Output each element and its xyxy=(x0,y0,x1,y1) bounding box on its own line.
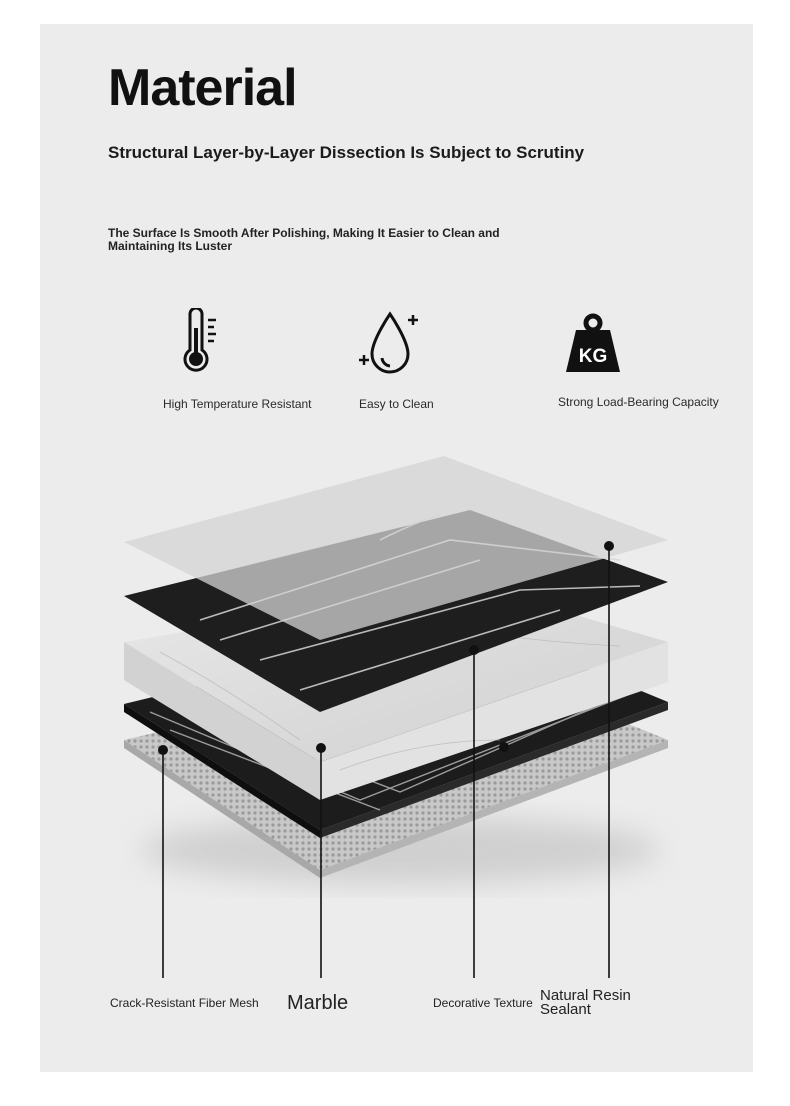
feature-label-clean: Easy to Clean xyxy=(359,397,434,411)
kg-text: KG xyxy=(578,346,608,367)
callout-dot-mesh xyxy=(158,745,168,755)
label-resin-sealant xyxy=(540,989,631,1017)
callout-dot-sealant xyxy=(604,541,614,551)
label-resin-sealant-line2: Sealant xyxy=(540,1001,591,1018)
label-marble: Marble xyxy=(287,992,349,1014)
callout-dot-texture-lower xyxy=(499,742,509,752)
feature-label-load: Strong Load-Bearing Capacity xyxy=(558,395,719,409)
callout-dot-texture xyxy=(469,645,479,655)
label-fiber-mesh: Crack-Resistant Fiber Mesh xyxy=(110,996,259,1010)
label-resin-sealant-line1: Natural Resin xyxy=(540,987,631,1004)
surface-description: The Surface Is Smooth After Polishing, Making It Easier to Clean and Maintaining Its Luster xyxy=(108,226,500,253)
callout-dot-marble xyxy=(316,743,326,753)
page-subtitle: Structural Layer-by-Layer Dissection Is Subject to Scrutiny xyxy=(108,143,585,162)
feature-label-heat: High Temperature Resistant xyxy=(163,397,312,411)
label-decorative-texture: Decorative Texture xyxy=(433,996,533,1010)
page-title: Material xyxy=(108,59,297,117)
